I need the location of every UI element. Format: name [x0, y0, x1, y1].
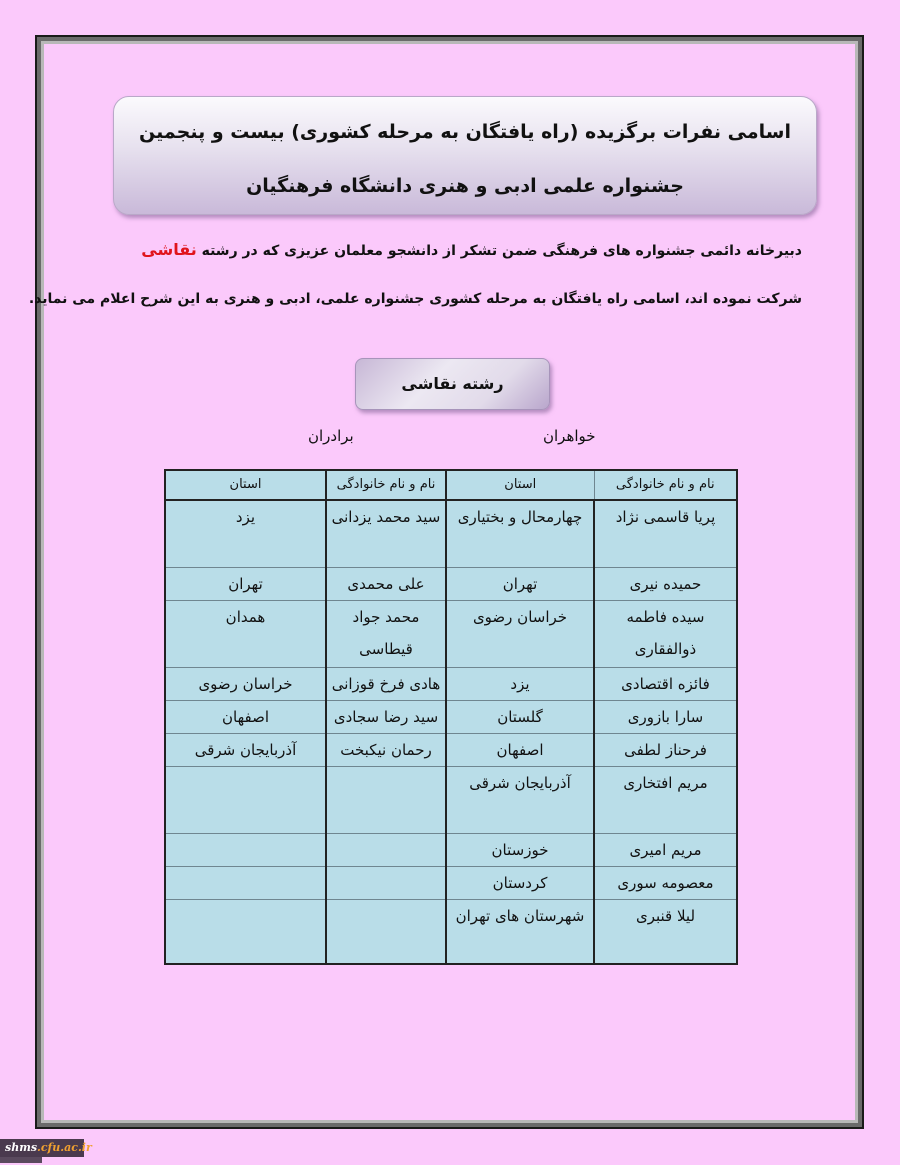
brother-name: سید محمد یزدانی [326, 500, 446, 567]
table-row [165, 866, 737, 899]
table-row [165, 667, 737, 700]
sister-name: مریم امیری [594, 833, 737, 866]
intro-text: دبیرخانه دائمی جشنواره های فرهنگی ضمن تشکر از دانشجو معلمان عزیزی که در رشته [196, 243, 802, 259]
table-row [165, 833, 737, 866]
watermark-part-2: .cfu.ac.ir [37, 1141, 92, 1154]
brother-province [165, 866, 326, 899]
group-label-brothers: برادران [308, 427, 354, 445]
sister-province: خراسان رضوی [446, 600, 594, 667]
brother-name: محمد جواد قیطاسی [326, 600, 446, 667]
watermark-subline [0, 1157, 42, 1163]
brother-province: یزد [165, 500, 326, 567]
brother-name [326, 899, 446, 964]
table-row [165, 733, 737, 766]
sister-province: آذربایجان شرقی [446, 766, 594, 833]
brother-name [326, 866, 446, 899]
sister-province: گلستان [446, 700, 594, 733]
header-brothers-name: نام و نام خانوادگی [326, 470, 446, 500]
field-title-banner: رشته نقاشی [355, 358, 550, 410]
intro-paragraph-1 [141, 240, 802, 259]
field-highlight: نقاشی [141, 240, 197, 259]
header-sisters-province: استان [446, 470, 594, 500]
title-line-1: اسامی نفرات برگزیده (راه یافتگان به مرحله کشوری) بیست و پنجمین [139, 121, 791, 143]
brother-name [326, 833, 446, 866]
sister-province: اصفهان [446, 733, 594, 766]
table-header-row [165, 470, 737, 500]
brother-province: اصفهان [165, 700, 326, 733]
intro-paragraph-2: شرکت نموده اند، اسامی راه یافتگان به مرحله کشوری جشنواره علمی، ادبی و هنری به این شرح اعلام می نماید. [28, 291, 802, 307]
brother-name: رحمان نیکبخت [326, 733, 446, 766]
sister-province: تهران [446, 567, 594, 600]
title-banner [113, 96, 817, 215]
table-row [165, 700, 737, 733]
sister-name: پریا قاسمی نژاد [594, 500, 737, 567]
brother-province: همدان [165, 600, 326, 667]
sister-name: مریم افتخاری [594, 766, 737, 833]
brother-name: سید رضا سجادی [326, 700, 446, 733]
results-table [164, 469, 738, 965]
sister-name: فرحناز لطفی [594, 733, 737, 766]
brother-name: هادی فرخ قوزانی [326, 667, 446, 700]
brother-name: علی محمدی [326, 567, 446, 600]
sister-province: یزد [446, 667, 594, 700]
table-row [165, 766, 737, 833]
table-row [165, 500, 737, 567]
group-label-sisters: خواهران [543, 427, 596, 445]
site-watermark [0, 1139, 92, 1157]
sister-name: فائزه اقتصادی [594, 667, 737, 700]
sister-name: معصومه سوری [594, 866, 737, 899]
title-line-2: جشنواره علمی ادبی و هنری دانشگاه فرهنگیان [246, 175, 684, 197]
header-brothers-province: استان [165, 470, 326, 500]
sister-name: حمیده نیری [594, 567, 737, 600]
sister-province: شهرستان های تهران [446, 899, 594, 964]
brother-province: خراسان رضوی [165, 667, 326, 700]
table-row [165, 600, 737, 667]
brother-province [165, 899, 326, 964]
brother-province [165, 833, 326, 866]
sister-name: سارا بازوری [594, 700, 737, 733]
table-row [165, 567, 737, 600]
sister-province: خوزستان [446, 833, 594, 866]
brother-province: تهران [165, 567, 326, 600]
header-sisters-name: نام و نام خانوادگی [594, 470, 737, 500]
brother-province: آذربایجان شرقی [165, 733, 326, 766]
table-row [165, 899, 737, 964]
watermark-part-1: shms [5, 1141, 38, 1154]
brother-province [165, 766, 326, 833]
brother-name [326, 766, 446, 833]
sister-name: لیلا قنبری [594, 899, 737, 964]
sister-province: کردستان [446, 866, 594, 899]
sister-province: چهارمحال و بختیاری [446, 500, 594, 567]
sister-name: سیده فاطمه ذوالفقاری [594, 600, 737, 667]
